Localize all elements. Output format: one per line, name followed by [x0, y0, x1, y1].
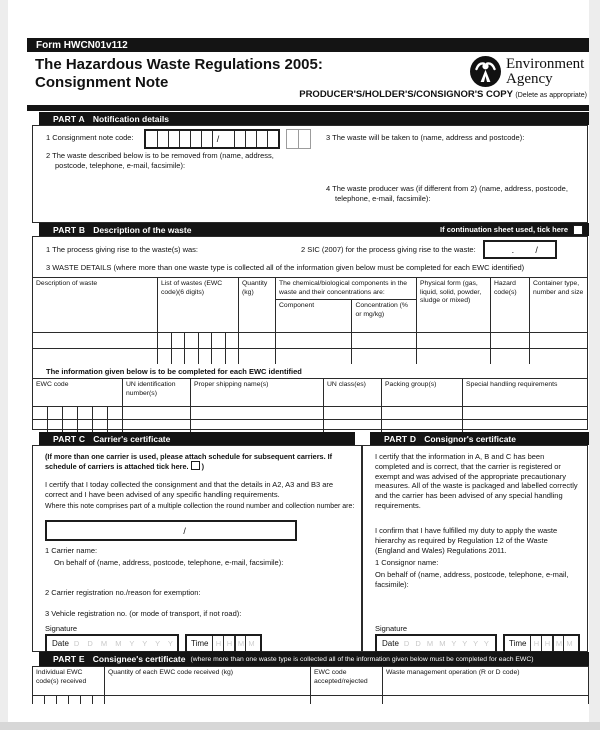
ewc-row-1[interactable]: [33, 406, 588, 419]
col-list-of-wastes: List of wastes (EWC code)(6 digits): [157, 278, 238, 332]
consignment-code-input[interactable]: [144, 129, 280, 149]
col-physical-form: Physical form (gas, liquid, solid, powder, sludge or mixed): [416, 278, 490, 332]
process-label: 1 The process giving rise to the waste(s) was:: [46, 245, 199, 254]
col-quantity-received: Quantity of each EWC code received (kg): [104, 667, 310, 695]
ewc-row-2[interactable]: [33, 419, 588, 432]
environment-agency-logo-icon: [470, 56, 501, 87]
copy-note: (Delete as appropriate): [515, 92, 587, 99]
part-e-header: PART E Consignee's certificate (where more than one waste type is collected all of the information given below must be completed for each EWC): [39, 652, 589, 666]
part-b-box: [32, 236, 588, 430]
carrier-on-behalf-label: On behalf of (name, address, postcode, telephone, e-mail, facsimile):: [54, 558, 284, 567]
carrier-reg-label: 2 Carrier registration no./reason for exemption:: [45, 588, 201, 597]
carrier-certify-text: I certify that I today collected the consignment and that the details in A2, A3 and B3 are correct and I have been advised of any specific handling requirements.: [45, 480, 334, 499]
carrier-date-input[interactable]: Date D D M M Y Y Y Y: [45, 634, 179, 653]
schedule-note: (If more than one carrier is used, please attach schedule for subsequent carriers. If schedule of carriers is attached tick here. ): [45, 452, 333, 472]
consignor-signature-label: Signature: [375, 624, 408, 633]
multiple-collection-text: Where this note comprises part of a multiple collection the round number and collection number are:: [45, 503, 355, 510]
col-hazard: Hazard code(s): [490, 278, 529, 332]
part-d-header: PART D Consignor's certificate: [370, 432, 589, 445]
consignor-name-label: 1 Consignor name:: [375, 558, 439, 567]
form-id-bar: [27, 38, 589, 52]
producer-label: 4 The waste producer was (if different from 2) (name, address, postcode, telephone, e-mail, facsimile):: [326, 184, 568, 203]
carrier-name-label: 1 Carrier name:: [45, 546, 98, 555]
scan-edge: [0, 722, 600, 730]
consignee-table: [32, 666, 589, 705]
code-slash: /: [212, 131, 223, 147]
vehicle-reg-label: 3 Vehicle registration no. (or mode of transport, if not road):: [45, 609, 242, 618]
part-d-box: [362, 445, 588, 652]
consignor-time-input[interactable]: Time H H M M: [503, 634, 580, 653]
form-page: [8, 0, 589, 722]
col-quantity: Quantity (kg): [238, 278, 275, 332]
copy-title: PRODUCER'S/HOLDER'S/CONSIGNOR'S COPY: [299, 89, 513, 100]
consignor-certify-text-2: I confirm that I have fulfilled my duty to apply the waste hierarchy as required by Regulation 12 of the Waste (England and Wales) Regulations 2011.: [375, 526, 558, 555]
header-divider: [27, 105, 589, 111]
schedule-tick-box[interactable]: [191, 461, 200, 470]
code-suffix-input[interactable]: [286, 129, 311, 149]
part-a-box: [32, 125, 588, 223]
consignor-on-behalf-label: On behalf of (name, address, postcode, telephone, e-mail, facsimile):: [375, 570, 569, 589]
taken-to-label: 3 The waste will be taken to (name, address and postcode):: [326, 133, 525, 142]
col-individual-ewc: Individual EWC code(s) received: [36, 669, 87, 685]
part-e-subtitle: (where more than one waste type is collected all of the information given below must be completed for each EWC): [190, 655, 534, 663]
col-special-handling: Special handling requirements: [462, 379, 588, 406]
removed-from-label: 2 The waste described below is to be removed from (name, address, postcode, telephone, e-mail, facsimile):: [46, 151, 274, 170]
consignor-certify-text-1: I certify that the information in A, B and C has been completed and is correct, that the carrier is registered or exempt and was advised of the appropriate precautionary measures. All of the waste is packaged and labelled correctly and the carrier has been advised of any special handling requirements.: [375, 452, 578, 510]
sic-code-input[interactable]: . /: [483, 240, 557, 259]
sic-label: 2 SIC (2007) for the process giving rise to the waste:: [301, 245, 476, 254]
col-ewc-code: EWC code: [36, 381, 69, 388]
consignor-date-input[interactable]: Date D D M M Y Y Y Y: [375, 634, 497, 653]
continuation-tick-box[interactable]: [573, 225, 583, 235]
waste-details-table: [33, 277, 588, 364]
carrier-time-input[interactable]: Time H H M M: [185, 634, 262, 653]
form-id: Form HWCN01v112: [36, 39, 128, 51]
col-un-id: UN identification number(s): [122, 379, 190, 406]
waste-row-2[interactable]: [33, 348, 588, 364]
col-shipping-name: Proper shipping name(s): [190, 379, 323, 406]
part-a-header: PART A Notification details: [39, 112, 589, 125]
col-concentration: Concentration (% or mg/kg): [351, 300, 416, 332]
part-b-header: PART B Description of the waste If continuation sheet used, tick here: [39, 223, 589, 236]
carrier-signature-label: Signature: [45, 624, 78, 633]
ewc-table: [33, 378, 588, 432]
page-cutoff: [8, 704, 589, 722]
col-description: Description of waste: [36, 280, 98, 287]
waste-row-1[interactable]: [33, 332, 588, 348]
agency-wordmark: Environment Agency: [506, 56, 585, 87]
col-un-class: UN class(es): [323, 379, 381, 406]
ewc-band-label: The information given below is to be completed for each EWC identified: [46, 367, 302, 376]
col-accepted-rejected: EWC code accepted/rejected: [310, 667, 382, 695]
col-component: Component: [279, 302, 315, 310]
form-title: The Hazardous Waste Regulations 2005: Consignment Note: [35, 56, 323, 91]
col-chemical: The chemical/biological components in the waste and their concentrations are: Component Concentration (% or mg/kg): [275, 278, 416, 332]
part-c-box: [32, 445, 362, 652]
col-packing-group: Packing group(s): [381, 379, 462, 406]
continuation-label: If continuation sheet used, tick here: [440, 225, 568, 234]
round-number-input[interactable]: /: [45, 520, 297, 541]
waste-details-label: 3 WASTE DETAILS (where more than one waste type is collected all of the information given below must be completed for each EWC identified): [46, 263, 525, 272]
col-container: Container type, number and size: [529, 278, 588, 332]
part-c-header: PART C Carrier's certificate: [39, 432, 355, 445]
col-waste-management: Waste management operation (R or D code): [382, 667, 588, 695]
consignment-code-label: 1 Consignment note code:: [46, 133, 134, 142]
copy-type: [299, 89, 587, 100]
